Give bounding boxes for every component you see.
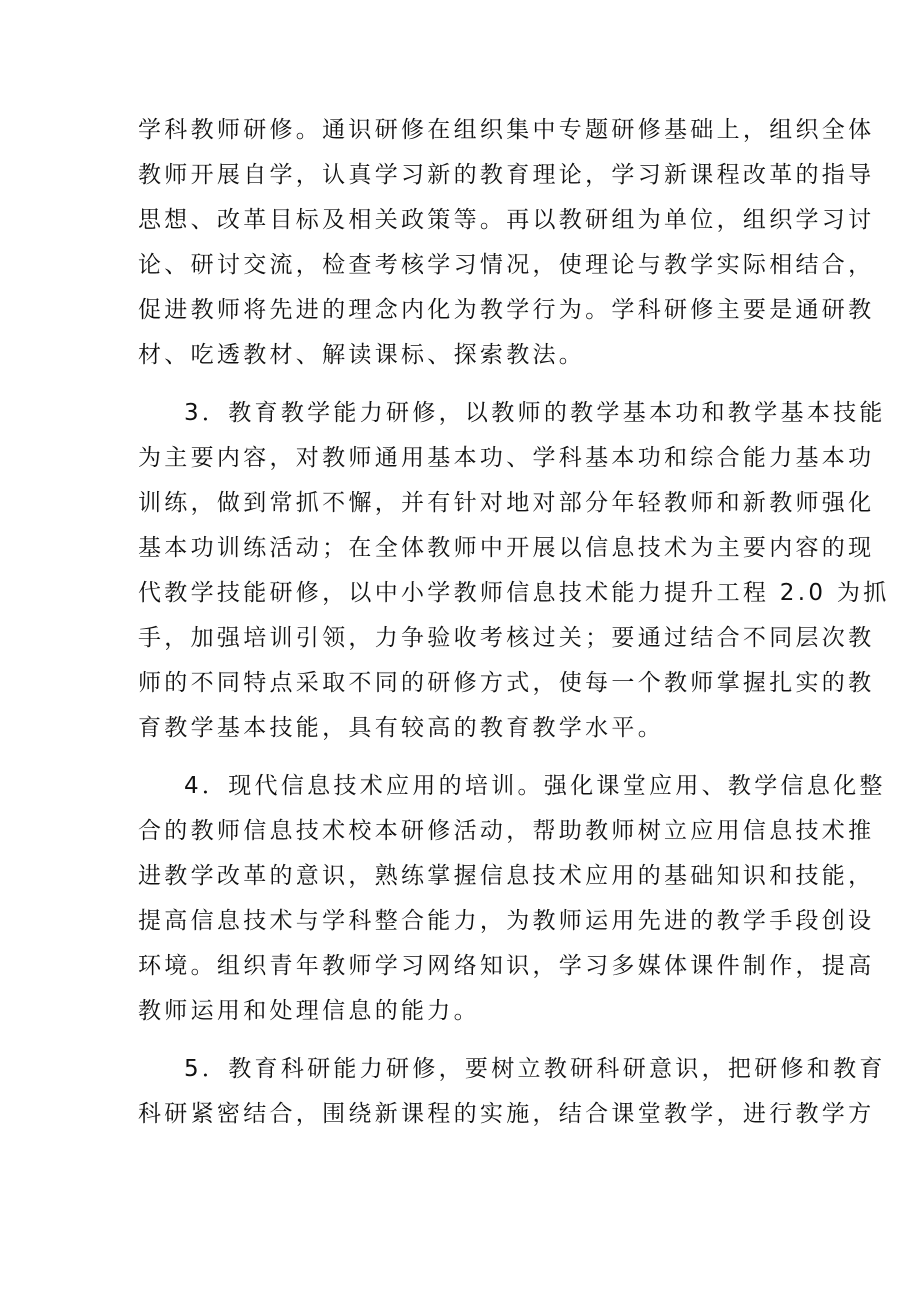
text-line: 促进教师将先进的理念内化为教学行为。学科研修主要是通研教: [138, 297, 875, 323]
document-body: [138, 108, 890, 1150]
text-line: 育教学基本技能，具有较高的教育教学水平。: [138, 715, 664, 741]
paragraph-continuation: [138, 108, 875, 378]
paragraph-item-3: [138, 391, 890, 751]
text-line: 为主要内容，对教师通用基本功、学科基本功和综合能力基本功: [138, 445, 875, 471]
text-line: 思想、改革目标及相关政策等。再以教研组为单位，组织学习讨: [138, 207, 875, 233]
text-line: 教师运用和处理信息的能力。: [138, 998, 480, 1024]
text-line: 训练，做到常抓不懈，并有针对地对部分年轻教师和新教师强化: [138, 490, 875, 516]
text-line: 3．教育教学能力研修，以教师的教学基本功和教学基本技能: [184, 400, 886, 426]
paragraph-item-5: [138, 1047, 886, 1137]
text-line: 材、吃透教材、解读课标、探索教法。: [138, 342, 586, 368]
text-line: 进教学改革的意识，熟练掌握信息技术应用的基础知识和技能，: [138, 863, 875, 889]
paragraph-item-4: [138, 764, 886, 1034]
text-line: 环境。组织青年教师学习网络知识，学习多媒体课件制作，提高: [138, 953, 875, 979]
text-line: 学科教师研修。通识研修在组织集中专题研修基础上，组织全体: [138, 117, 875, 143]
text-line: 4．现代信息技术应用的培训。强化课堂应用、教学信息化整: [184, 773, 886, 799]
text-line: 代教学技能研修，以中小学教师信息技术能力提升工程 2.0 为抓: [138, 580, 890, 606]
text-line: 教师开展自学，认真学习新的教育理论，学习新课程改革的指导: [138, 162, 875, 188]
text-line: 基本功训练活动；在全体教师中开展以信息技术为主要内容的现: [138, 535, 875, 561]
text-line: 5．教育科研能力研修，要树立教研科研意识，把研修和教育: [184, 1056, 886, 1082]
text-line: 科研紧密结合，围绕新课程的实施，结合课堂教学，进行教学方: [138, 1101, 875, 1127]
text-line: 论、研讨交流，检查考核学习情况，使理论与教学实际相结合，: [138, 252, 875, 278]
text-line: 手，加强培训引领，力争验收考核过关；要通过结合不同层次教: [138, 625, 875, 651]
text-line: 师的不同特点采取不同的研修方式，使每一个教师掌握扎实的教: [138, 670, 875, 696]
text-line: 合的教师信息技术校本研修活动，帮助教师树立应用信息技术推: [138, 818, 875, 844]
text-line: 提高信息技术与学科整合能力，为教师运用先进的教学手段创设: [138, 908, 875, 934]
